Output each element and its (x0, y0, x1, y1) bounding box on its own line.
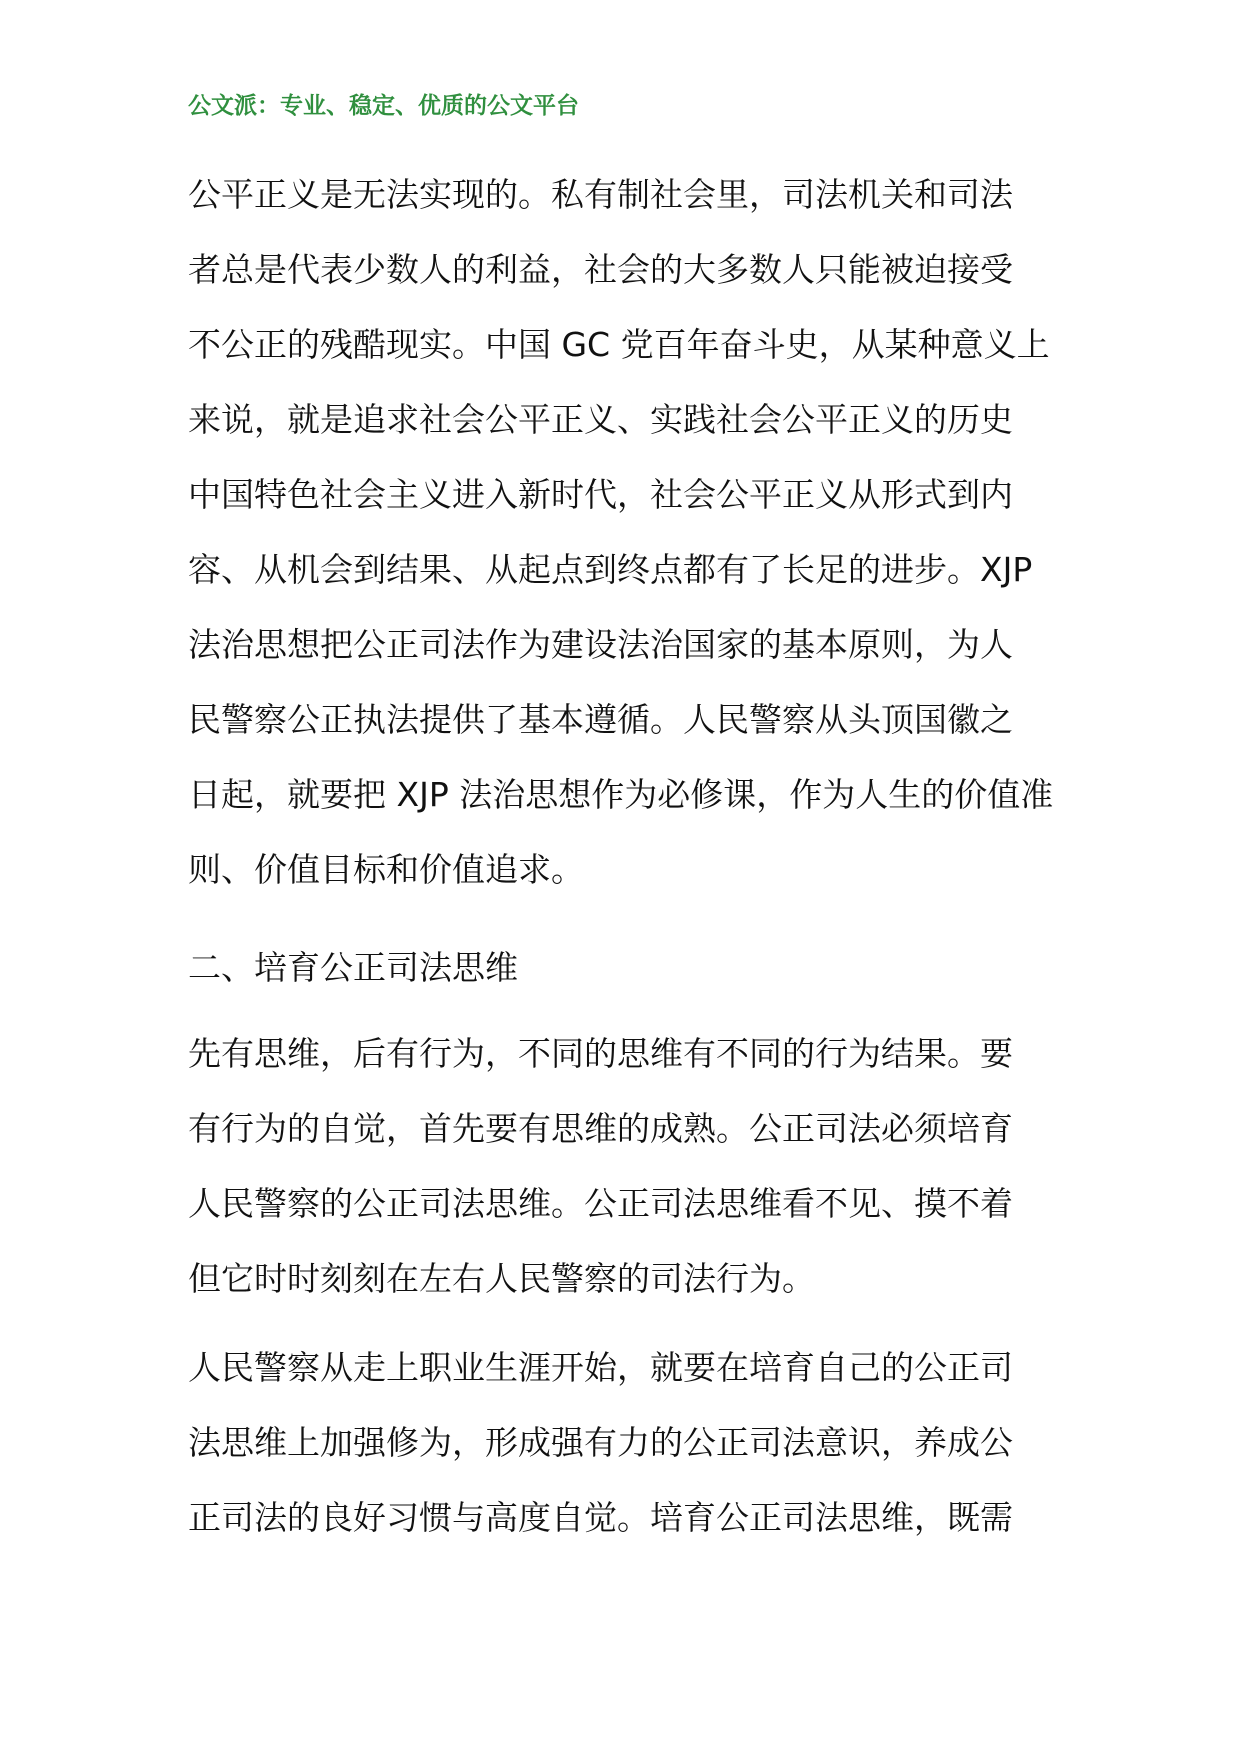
text-line: 日起，就要把 XJP 法治思想作为必修课，作为人生的价值准 (188, 775, 1054, 814)
paragraph-3 (188, 1330, 1068, 1555)
text-line: 有行为的自觉，首先要有思维的成熟。公正司法必须培育 (188, 1109, 1013, 1148)
text-line: 中国特色社会主义进入新时代，社会公平正义从形式到内 (188, 475, 1013, 514)
text-line: 先有思维，后有行为，不同的思维有不同的行为结果。要 (188, 1034, 1013, 1073)
text-line: 容、从机会到结果、从起点到终点都有了长足的进步。XJP (188, 550, 1033, 589)
section-heading-text: 二、培育公正司法思维 (188, 948, 518, 987)
text-line: 来说，就是追求社会公平正义、实践社会公平正义的历史 (188, 400, 1013, 439)
text-line: 者总是代表少数人的利益，社会的大多数人只能被迫接受 (188, 250, 1013, 289)
page-header: 公文派：专业、稳定、优质的公文平台 (188, 93, 579, 119)
text-line: 则、价值目标和价值追求。 (188, 850, 584, 889)
section-heading (188, 930, 1068, 1005)
paragraph-1 (188, 157, 1068, 907)
text-line: 公平正义是无法实现的。私有制社会里，司法机关和司法 (188, 175, 1013, 214)
text-line: 民警察公正执法提供了基本遵循。人民警察从头顶国徽之 (188, 700, 1013, 739)
text-line: 人民警察从走上职业生涯开始，就要在培育自己的公正司 (188, 1348, 1013, 1387)
text-line: 正司法的良好习惯与高度自觉。培育公正司法思维，既需 (188, 1498, 1013, 1537)
text-line: 人民警察的公正司法思维。公正司法思维看不见、摸不着 (188, 1184, 1013, 1223)
text-line: 法治思想把公正司法作为建设法治国家的基本原则，为人 (188, 625, 1013, 664)
text-line: 法思维上加强修为，形成强有力的公正司法意识，养成公 (188, 1423, 1013, 1462)
paragraph-2 (188, 1016, 1068, 1316)
text-line: 但它时时刻刻在左右人民警察的司法行为。 (188, 1259, 815, 1298)
text-line: 不公正的残酷现实。中国 GC 党百年奋斗史，从某种意义上 (188, 325, 1050, 364)
